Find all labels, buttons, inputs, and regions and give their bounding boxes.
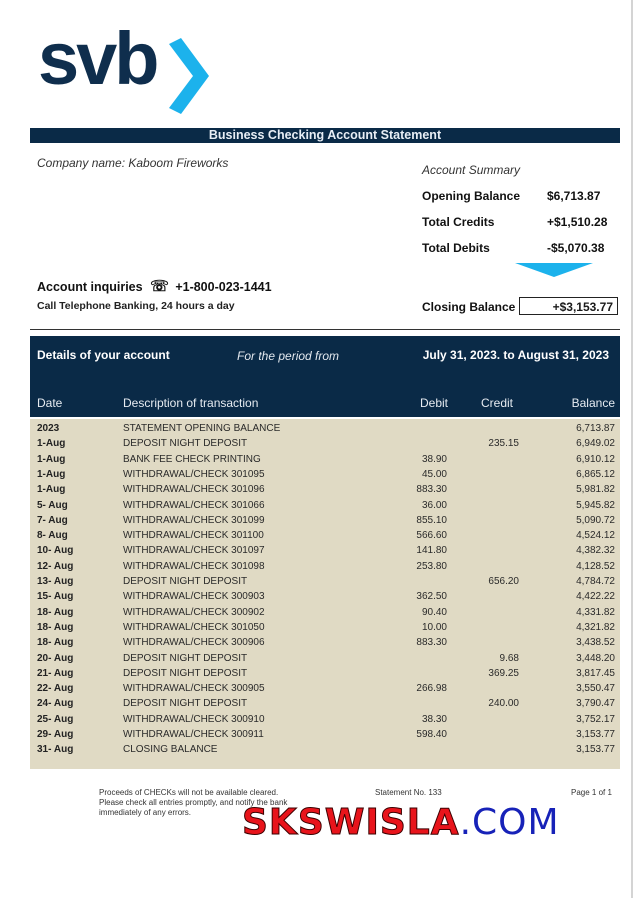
- row-date: 21- Aug: [37, 667, 74, 679]
- column-header-description: Description of transaction: [123, 396, 259, 410]
- row-description: WITHDRAWAL/CHECK 301099: [123, 514, 265, 526]
- table-row: [30, 620, 620, 635]
- row-debit: 883.30: [416, 484, 447, 496]
- row-credit: 9.68: [499, 652, 519, 664]
- row-date: 29- Aug: [37, 729, 74, 740]
- table-row: [30, 452, 620, 467]
- account-inquiries: [37, 277, 272, 295]
- row-description: WITHDRAWAL/CHECK 301096: [123, 484, 265, 496]
- row-date: 15- Aug: [37, 591, 74, 603]
- table-row: [30, 635, 620, 650]
- period-label: For the period from: [237, 349, 340, 363]
- column-header-debit: Debit: [420, 396, 449, 410]
- statement-number: Statement No. 133: [375, 788, 442, 797]
- row-credit: 235.15: [488, 438, 519, 450]
- telephone-icon: ☏: [150, 278, 169, 295]
- table-row: [30, 498, 620, 513]
- table-row: [30, 696, 620, 711]
- table-row: [30, 467, 620, 482]
- company-name: Company name: Kaboom Fireworks: [37, 156, 229, 170]
- row-description: WITHDRAWAL/CHECK 300902: [123, 606, 265, 618]
- row-balance: 3,153.77: [576, 744, 615, 756]
- row-date: 1-Aug: [37, 438, 66, 450]
- row-description: WITHDRAWAL/CHECK 301095: [123, 468, 265, 480]
- row-debit: 38.90: [421, 453, 447, 465]
- row-description: DEPOSIT NIGHT DEPOSIT: [123, 698, 248, 710]
- row-description: WITHDRAWAL/CHECK 301097: [123, 545, 265, 557]
- row-description: WITHDRAWAL/CHECK 301098: [123, 560, 265, 572]
- row-balance: 4,422.22: [576, 591, 615, 603]
- row-date: 1-Aug: [37, 453, 66, 465]
- summary-label-credits: Total Credits: [422, 215, 495, 229]
- row-credit: 369.25: [488, 667, 519, 679]
- row-description: DEPOSIT NIGHT DEPOSIT: [123, 652, 248, 664]
- row-date: 10- Aug: [37, 545, 74, 557]
- summary-label-opening: Opening Balance: [422, 189, 521, 203]
- row-description: STATEMENT OPENING BALANCE: [123, 423, 281, 434]
- table-row: [30, 543, 620, 558]
- row-debit: 266.98: [416, 683, 447, 695]
- row-balance: 3,438.52: [576, 637, 615, 649]
- row-description: BANK FEE CHECK PRINTING: [123, 453, 261, 465]
- row-credit: 656.20: [488, 576, 519, 587]
- inquiries-label: Account inquiries: [37, 280, 143, 294]
- table-row: [30, 482, 620, 497]
- row-date: 7- Aug: [37, 514, 68, 526]
- row-date: 18- Aug: [37, 621, 74, 633]
- column-header-balance: Balance: [571, 396, 615, 410]
- row-balance: 4,331.82: [576, 606, 615, 618]
- row-description: CLOSING BALANCE: [123, 744, 218, 756]
- column-header-credit: Credit: [481, 396, 514, 410]
- row-balance: 5,981.82: [576, 484, 615, 496]
- row-description: WITHDRAWAL/CHECK 301100: [123, 530, 264, 542]
- summary-value-credits: +$1,510.28: [547, 215, 608, 229]
- row-balance: 5,090.72: [576, 514, 615, 526]
- row-date: 24- Aug: [37, 698, 74, 710]
- statement-period: July 31, 2023. to August 31, 2023: [422, 348, 609, 362]
- table-row: [30, 421, 620, 436]
- row-balance: 4,321.82: [576, 621, 615, 633]
- account-summary-title: Account Summary: [422, 163, 521, 177]
- row-balance: 4,524.12: [576, 530, 615, 542]
- row-debit: 90.40: [421, 606, 447, 618]
- table-row: [30, 574, 620, 589]
- row-date: 18- Aug: [37, 637, 74, 649]
- footer-note: Proceeds of CHECKs will not be available cleared. Please check all entries promptly, and notify the bank immediately of any errors.: [99, 788, 288, 817]
- table-row: [30, 651, 620, 666]
- row-balance: 6,713.87: [576, 423, 615, 434]
- column-header-date: Date: [37, 396, 63, 410]
- transactions-table: [30, 419, 620, 769]
- row-debit: 362.50: [416, 591, 447, 603]
- logo-text: svb: [38, 17, 157, 100]
- watermark: [242, 802, 560, 843]
- row-date: 20- Aug: [37, 652, 74, 664]
- row-balance: 6,910.12: [576, 453, 615, 465]
- table-row: [30, 605, 620, 620]
- row-debit: 36.00: [421, 499, 447, 511]
- table-row: [30, 681, 620, 696]
- closing-balance-value: +$3,153.77: [519, 297, 618, 315]
- watermark-part-1: SKSWISLA: [242, 802, 460, 843]
- row-debit: 883.30: [416, 637, 447, 649]
- row-balance: 6,949.02: [576, 438, 615, 450]
- page-number: Page 1 of 1: [571, 788, 612, 797]
- row-date: 25- Aug: [37, 713, 74, 725]
- row-debit: 253.80: [416, 560, 447, 572]
- row-balance: 3,153.77: [576, 729, 615, 740]
- row-description: WITHDRAWAL/CHECK 300903: [123, 591, 265, 603]
- row-date: 1-Aug: [37, 468, 66, 480]
- table-row: [30, 712, 620, 727]
- row-balance: 3,448.20: [576, 652, 615, 664]
- row-date: 22- Aug: [37, 683, 74, 695]
- watermark-part-2: .COM: [459, 802, 560, 843]
- row-date: 8- Aug: [37, 530, 68, 542]
- summary-value-debits: -$5,070.38: [547, 241, 605, 255]
- row-credit: 240.00: [488, 698, 519, 710]
- details-title: Details of your account: [37, 348, 170, 362]
- arrow-down-icon: [515, 263, 593, 277]
- row-balance: 5,945.82: [576, 499, 615, 511]
- statement-title: Business Checking Account Statement: [30, 128, 620, 143]
- telephone-banking-note: Call Telephone Banking, 24 hours a day: [37, 300, 235, 312]
- chevron-right-icon: [169, 38, 209, 114]
- row-balance: 4,128.52: [576, 560, 615, 572]
- inquiries-phone: +1-800-023-1441: [175, 280, 272, 294]
- row-description: DEPOSIT NIGHT DEPOSIT: [123, 576, 248, 587]
- svb-logo: [38, 17, 210, 116]
- table-row: [30, 559, 620, 574]
- row-description: WITHDRAWAL/CHECK 300910: [123, 713, 265, 725]
- row-balance: 4,382.32: [576, 545, 615, 557]
- row-debit: 141.80: [416, 545, 447, 557]
- row-debit: 38.30: [421, 713, 447, 725]
- row-date: 1-Aug: [37, 484, 66, 496]
- row-description: WITHDRAWAL/CHECK 300906: [123, 637, 265, 649]
- row-description: WITHDRAWAL/CHECK 301066: [123, 499, 265, 511]
- page-edge-line: [631, 0, 633, 898]
- row-balance: 3,817.45: [576, 667, 615, 679]
- row-debit: 598.40: [416, 729, 447, 740]
- row-balance: 6,865.12: [576, 468, 615, 480]
- table-row: [30, 528, 620, 543]
- table-row: [30, 727, 620, 742]
- row-debit: 10.00: [421, 621, 447, 633]
- divider: [30, 329, 620, 330]
- summary-value-opening: $6,713.87: [547, 189, 601, 203]
- table-row: [30, 436, 620, 451]
- row-balance: 3,550.47: [576, 683, 615, 695]
- closing-balance-label: Closing Balance: [422, 300, 516, 314]
- row-balance: 3,790.47: [576, 698, 615, 710]
- summary-label-debits: Total Debits: [422, 241, 490, 255]
- row-description: WITHDRAWAL/CHECK 300905: [123, 683, 265, 695]
- details-header: [30, 336, 620, 417]
- row-description: WITHDRAWAL/CHECK 300911: [123, 729, 264, 740]
- row-debit: 566.60: [416, 530, 447, 542]
- row-description: DEPOSIT NIGHT DEPOSIT: [123, 667, 248, 679]
- table-row: [30, 513, 620, 528]
- row-date: 12- Aug: [37, 560, 74, 572]
- row-date: 5- Aug: [37, 499, 68, 511]
- row-balance: 3,752.17: [576, 713, 615, 725]
- row-date: 13- Aug: [37, 576, 74, 587]
- row-date: 31- Aug: [37, 744, 74, 756]
- row-date: 2023: [37, 423, 60, 434]
- row-description: DEPOSIT NIGHT DEPOSIT: [123, 438, 248, 450]
- table-row: [30, 666, 620, 681]
- row-date: 18- Aug: [37, 606, 74, 618]
- table-row: [30, 742, 620, 757]
- row-debit: 45.00: [421, 468, 447, 480]
- row-balance: 4,784.72: [576, 576, 615, 587]
- table-row: [30, 589, 620, 604]
- row-debit: 855.10: [416, 514, 447, 526]
- row-description: WITHDRAWAL/CHECK 301050: [123, 621, 265, 633]
